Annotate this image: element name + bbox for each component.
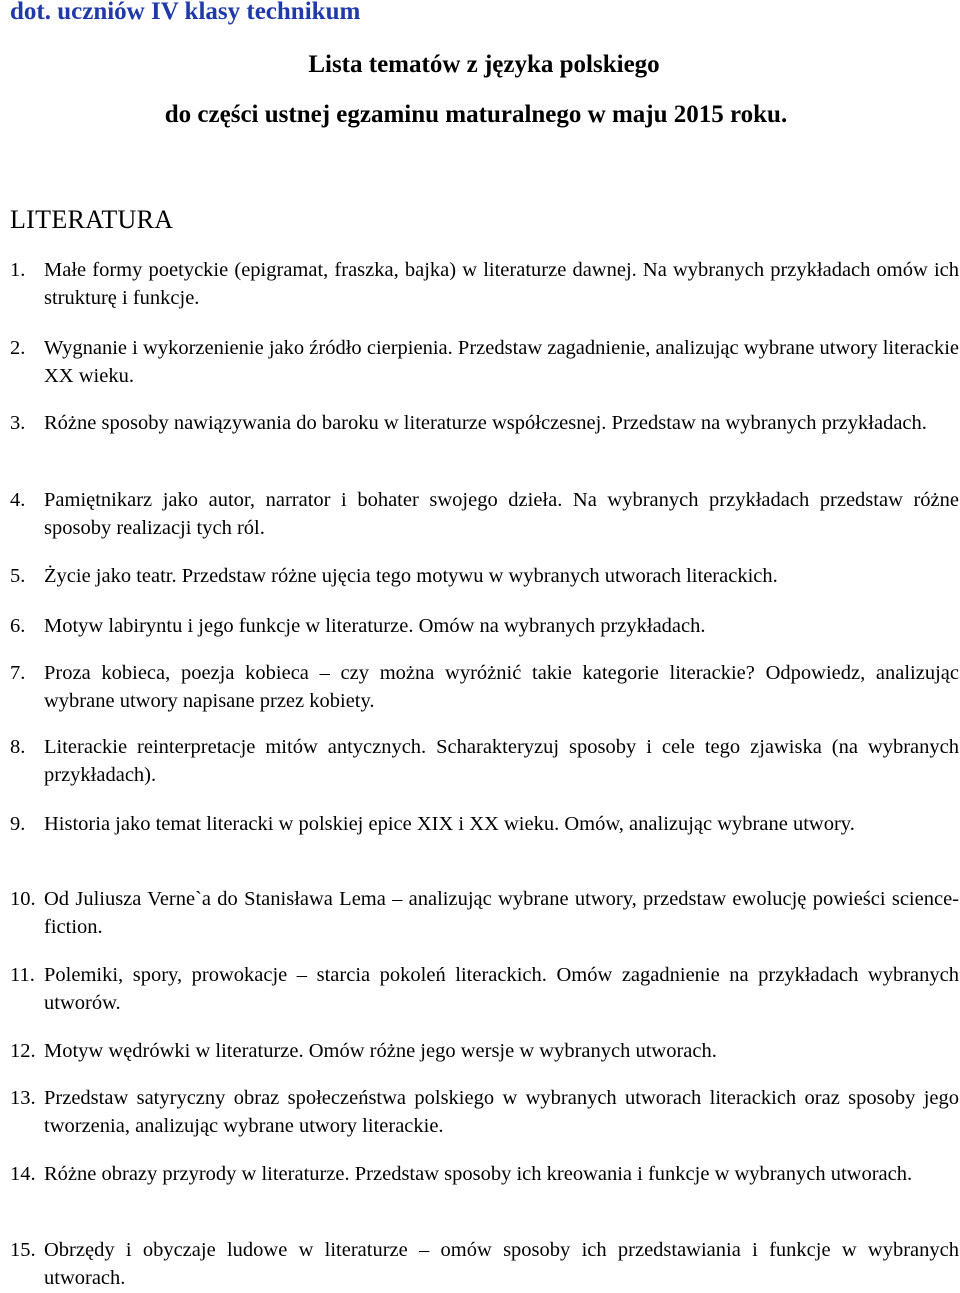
- topic-number: 9.: [10, 813, 26, 835]
- topic-item: [10, 256, 959, 312]
- topic-number: 10.: [10, 888, 36, 910]
- document-subtitle: do części ustnej egzaminu maturalnego w maju 2015 roku.: [164, 101, 788, 128]
- topic-item: [10, 1037, 959, 1065]
- topic-item: [10, 334, 959, 390]
- topic-number: 13.: [10, 1087, 36, 1109]
- class-header: dot. uczniów IV klasy technikum: [10, 0, 361, 25]
- topic-item: [10, 885, 959, 941]
- topic-text: Przedstaw satyryczny obraz społeczeństwa polskiego w wybranych utworach literackich oraz sposoby jego tworzenia, analizując wybrane utwory literackie.: [44, 1087, 959, 1137]
- topic-item: [10, 810, 959, 838]
- topic-number: 4.: [10, 489, 26, 511]
- topic-item: [10, 409, 959, 437]
- topic-number: 7.: [10, 662, 26, 684]
- topic-text: Życie jako teatr. Przedstaw różne ujęcia tego motywu w wybranych utworach literackich.: [44, 565, 778, 587]
- topic-number: 12.: [10, 1040, 36, 1062]
- topic-text: Historia jako temat literacki w polskiej epice XIX i XX wieku. Omów, analizując wybrane utwory.: [44, 813, 855, 835]
- topic-text: Małe formy poetyckie (epigramat, fraszka, bajka) w literaturze dawnej. Na wybranych przykładach omów ich strukturę i funkcje.: [44, 259, 959, 309]
- topic-number: 5.: [10, 565, 26, 587]
- section-heading-literatura: LITERATURA: [10, 205, 174, 234]
- topic-text: Od Juliusza Verne`a do Stanisława Lema – analizując wybrane utwory, przedstaw ewolucję powieści science-fiction.: [44, 888, 959, 938]
- topic-text: Proza kobieca, poezja kobieca – czy można wyróżnić takie kategorie literackie? Odpowiedz, analizując wybrane utwory napisane przez kobiety.: [44, 662, 959, 712]
- topic-number: 8.: [10, 736, 26, 758]
- topic-text: Obrzędy i obyczaje ludowe w literaturze – omów sposoby ich przedstawiania i funkcje w wybranych utworach.: [44, 1239, 959, 1289]
- topic-item: [10, 961, 959, 1017]
- topic-number: 3.: [10, 412, 26, 434]
- topic-number: 6.: [10, 615, 26, 637]
- topic-text: Motyw wędrówki w literaturze. Omów różne jego wersje w wybranych utworach.: [44, 1040, 717, 1062]
- topic-text: Wygnanie i wykorzenienie jako źródło cierpienia. Przedstaw zagadnienie, analizując wybrane utwory literackie XX wieku.: [44, 337, 959, 387]
- topic-item: [10, 1084, 959, 1140]
- topic-item: [10, 486, 959, 542]
- topic-item: [10, 1236, 959, 1292]
- topic-item: [10, 733, 959, 789]
- topic-number: 1.: [10, 259, 26, 281]
- topic-text: Literackie reinterpretacje mitów antycznych. Scharakteryzuj sposoby i cele tego zjawiska (na wybranych przykładach).: [44, 736, 959, 786]
- topic-text: Pamiętnikarz jako autor, narrator i bohater swojego dzieła. Na wybranych przykładach przedstaw różne sposoby realizacji tych ról.: [44, 489, 959, 539]
- topic-item: [10, 659, 959, 715]
- topic-text: Motyw labiryntu i jego funkcje w literaturze. Omów na wybranych przykładach.: [44, 615, 706, 637]
- topic-text: Różne sposoby nawiązywania do baroku w literaturze współczesnej. Przedstaw na wybranych przykładach.: [44, 412, 927, 434]
- topic-number: 14.: [10, 1163, 36, 1185]
- topic-number: 11.: [10, 964, 35, 986]
- document-title: Lista tematów z języka polskiego: [308, 51, 660, 78]
- topic-text: Polemiki, spory, prowokacje – starcia pokoleń literackich. Omów zagadnienie na przykładach wybranych utworów.: [44, 964, 959, 1014]
- topic-item: [10, 612, 959, 640]
- topic-number: 2.: [10, 337, 26, 359]
- topic-item: [10, 562, 959, 590]
- topic-text: Różne obrazy przyrody w literaturze. Przedstaw sposoby ich kreowania i funkcje w wybranych utworach.: [44, 1163, 913, 1185]
- topic-number: 15.: [10, 1239, 36, 1261]
- topic-item: [10, 1160, 959, 1188]
